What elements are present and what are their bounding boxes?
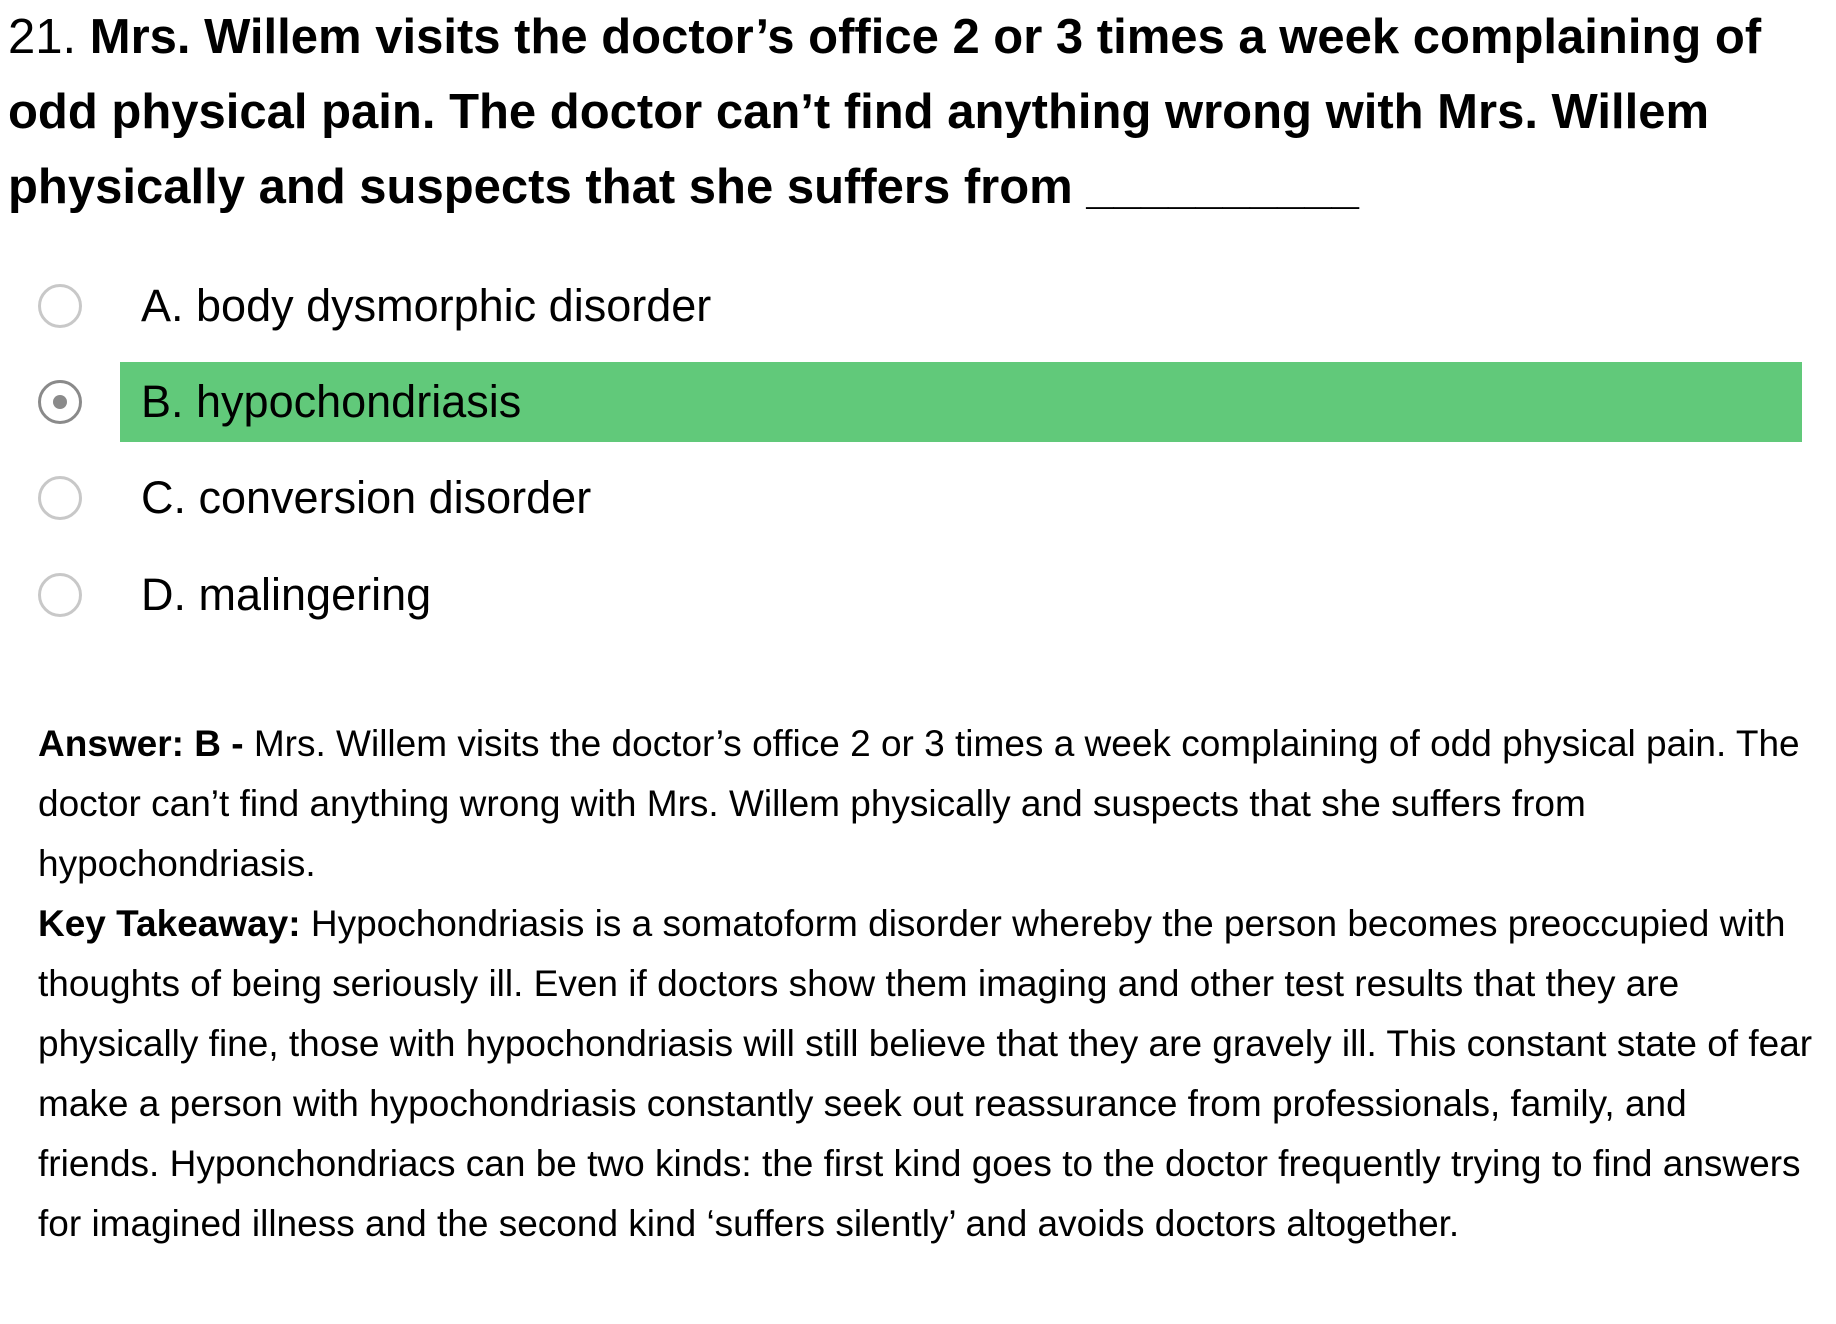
takeaway-text: Hypochondriasis is a somatoform disorder whereby the person becomes preoccupied with thoughts of being seriously ill. Even if doctors show them imaging and other test results that they are physically fine, those with hypochondriasis will still believe that they are gravely ill. This constant state of fear make a person with hypochondriasis constantly seek out reassurance from professionals, family, and friends. Hyponchondriacs can be two kinds: the first kind goes to the doctor frequently trying to find answers for imagined illness and the second kind ‘suffers silently’ and avoids doctors altogether. bbox=[38, 903, 1813, 1244]
takeaway-prefix: Key Takeaway: bbox=[38, 903, 301, 944]
option-c[interactable] bbox=[0, 458, 1836, 538]
option-d-box[interactable] bbox=[120, 555, 1802, 635]
takeaway-paragraph bbox=[38, 894, 1818, 1254]
option-c-box[interactable] bbox=[120, 458, 1802, 538]
option-a[interactable] bbox=[0, 266, 1836, 346]
answer-paragraph bbox=[38, 714, 1818, 894]
radio-button-b[interactable] bbox=[38, 380, 82, 424]
answer-options bbox=[0, 0, 1836, 640]
answer-text: Mrs. Willem visits the doctor’s office 2 or 3 times a week complaining of odd physical pain. The doctor can’t find anything wrong with Mrs. Willem physically and suspects that she suffers from hypochondriasis. bbox=[38, 723, 1800, 884]
question-stem: Mrs. Willem visits the doctor’s office 2 or 3 times a week complaining of odd physical pain. The doctor can’t find anything wrong with Mrs. Willem physically and suspects that she suffers from __________ bbox=[8, 10, 1762, 214]
option-c-label: C. conversion disorder bbox=[141, 472, 592, 523]
explanation-block bbox=[38, 714, 1818, 1254]
option-b-box[interactable] bbox=[120, 362, 1802, 442]
option-d[interactable] bbox=[0, 555, 1836, 635]
option-a-box[interactable] bbox=[120, 266, 1802, 346]
option-a-label: A. body dysmorphic disorder bbox=[141, 280, 712, 331]
radio-button-c[interactable] bbox=[38, 476, 82, 520]
question-number: 21. bbox=[8, 10, 77, 64]
option-b-label: B. hypochondriasis bbox=[141, 376, 522, 427]
option-d-label: D. malingering bbox=[141, 569, 432, 620]
answer-prefix: Answer: B - bbox=[38, 723, 244, 764]
option-b[interactable] bbox=[0, 362, 1836, 442]
radio-button-a[interactable] bbox=[38, 284, 82, 328]
radio-button-d[interactable] bbox=[38, 573, 82, 617]
